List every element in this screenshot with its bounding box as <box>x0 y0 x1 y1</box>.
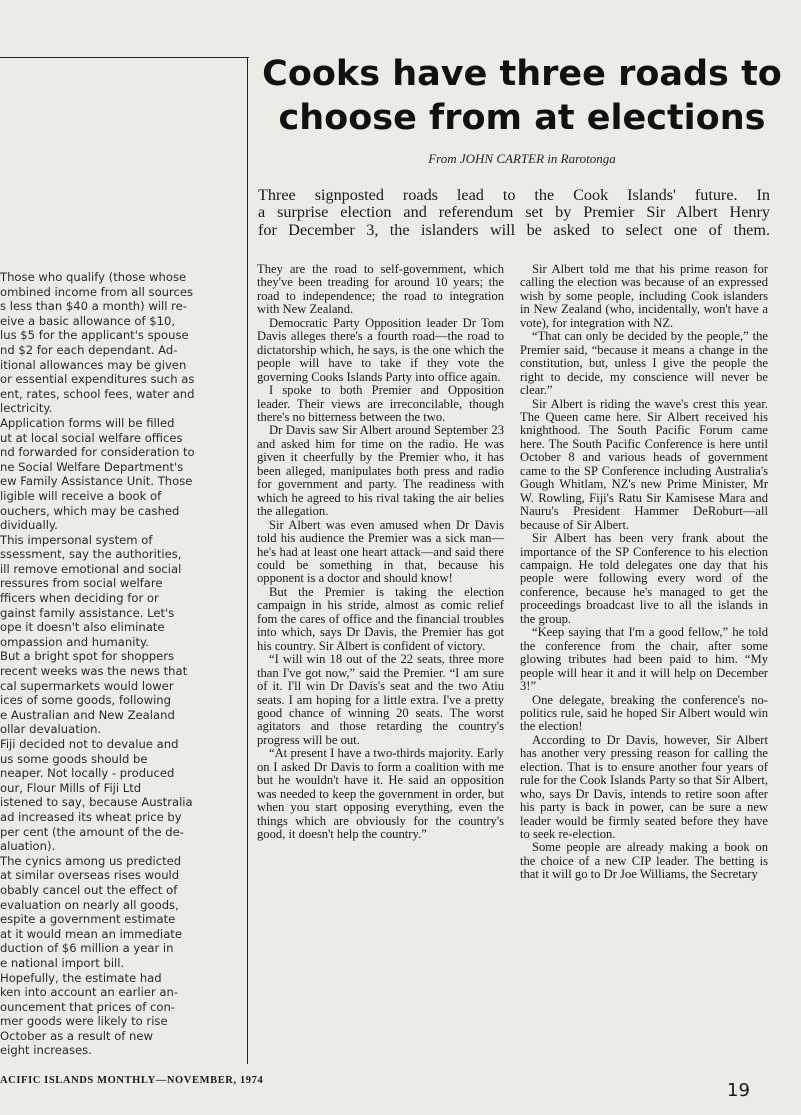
left-column-line: ressures from social welfare <box>0 576 163 591</box>
left-column-line: nd forwarded for consideration to <box>0 445 195 460</box>
left-column-line: ut at local social welfare offices <box>0 430 183 445</box>
left-column-line: The cynics among us predicted <box>0 853 182 868</box>
article-column-2 <box>520 263 768 882</box>
left-column-line: obably cancel out the effect of <box>0 882 178 897</box>
left-column-line: s less than $40 a month) will re- <box>0 299 187 314</box>
left-column-line: us some goods should be <box>0 751 148 766</box>
left-column-line: lus $5 for the applicant's spouse <box>0 328 189 343</box>
left-column-line: mer goods were likely to rise <box>0 1014 168 1029</box>
paragraph: “Keep saying that I'm a good fellow,” he told the conference from the chair, after some glowing tributes had been paid to him. “My people will hear it and it will help on December 3!” <box>520 625 768 694</box>
left-column-line: ices of some goods, following <box>0 693 171 708</box>
paragraph: “That can only be decided by the people,” the Premier said, “because it means a change in the constitution, but, unless I give the people the right to decide, my conscience will never be clear.” <box>520 329 768 398</box>
left-column-line: or essential expenditures such as <box>0 372 195 387</box>
left-column-line: ent, rates, school fees, water and <box>0 386 195 401</box>
left-column-line: espite a government estimate <box>0 912 176 927</box>
left-column-line: lectricity. <box>0 401 53 416</box>
left-column-line: Application forms will be filled <box>0 415 175 430</box>
left-column-line: ew Family Assistance Unit. Those <box>0 474 193 489</box>
intro-line: Three signposted roads lead to the Cook Islands' future. In <box>258 186 770 204</box>
left-column-line: ollar devaluation. <box>0 722 102 737</box>
left-column-line: aluation). <box>0 839 56 854</box>
left-column-line: ope it doesn't also eliminate <box>0 620 165 635</box>
left-column-line: eive a basic allowance of $10, <box>0 313 176 328</box>
paragraph: “At present I have a two-thirds majority. Early on I asked Dr Davis to form a coalition with me but he wouldn't have it. He said an opposition was needed to keep the government in order, but when you start opposing everything, even the things which are obviously for the country's good, it doesn't help the country.” <box>257 746 504 842</box>
left-column-line: gainst family assistance. Let's <box>0 605 175 620</box>
box-rule-vertical <box>247 57 248 1064</box>
box-rule-top <box>0 57 249 58</box>
left-column-line: fficers when deciding for or <box>0 591 159 606</box>
left-column-line: eight increases. <box>0 1043 92 1058</box>
left-column-line: e Australian and New Zealand <box>0 707 175 722</box>
headline <box>258 52 786 140</box>
page-number: 19 <box>727 1080 750 1101</box>
paragraph: They are the road to self-government, which they've been treading for around 10 years; the road to independence; the road to integration with New Zealand. <box>257 262 504 317</box>
headline-line-1: Cooks have three roads to <box>262 54 782 94</box>
left-column-line: itional allowances may be given <box>0 357 187 372</box>
paragraph: One delegate, breaking the conference's no-politics rule, said he hoped Sir Albert would win the election! <box>520 692 768 734</box>
paragraph: Democratic Party Opposition leader Dr Tom Davis alleges there's a fourth road—the road to dictatorship which, he says, is the one which the people will have to take if they vote the governing Cooks Islands Party into office again. <box>257 315 504 384</box>
intro-line: for December 3, the islanders will be asked to select one of them. <box>258 220 770 239</box>
paragraph: Some people are already making a book on the choice of a new CIP leader. The betting is that it will go to Dr Joe Williams, the Secretary <box>520 840 768 882</box>
left-column-line: per cent (the amount of the de- <box>0 824 184 839</box>
left-column-line: ssessment, say the authorities, <box>0 547 182 562</box>
paragraph: I spoke to both Premier and Opposition leader. Their views are irreconcilable, though there's no bitterness between the two. <box>257 383 504 424</box>
paragraph: Sir Albert told me that his prime reason for calling the election was because of an expressed wish by some people, including Cook islanders in New Zealand (who, incidentally, won't have a vote), for integration with NZ. <box>520 262 768 330</box>
left-column-line: e national import bill. <box>0 955 125 970</box>
left-column-line: neaper. Not locally - produced <box>0 766 175 781</box>
left-column-line: ad increased its wheat price by <box>0 809 182 824</box>
left-column-line: evaluation on nearly all goods, <box>0 897 179 912</box>
left-column-line: recent weeks was the news that <box>0 664 188 679</box>
left-column-line: ken into account an earlier an- <box>0 985 179 1000</box>
left-column-line: our, Flour Mills of Fiji Ltd <box>0 780 142 795</box>
left-column-line: ligible will receive a book of <box>0 488 162 503</box>
left-column-line: ompassion and humanity. <box>0 634 149 649</box>
paragraph: Sir Albert was even amused when Dr Davis told his audience the Premier was a sick man—he's had at least one heart attack—and said there could be something in that, because his opponent is a doctor and should know! <box>257 517 504 586</box>
paragraph: Sir Albert has been very frank about the importance of the SP Conference to his election campaign. He told delegates one day that his people were following every word of the conference, because he's managed to get the proceedings broadcast live to all the islands in the group. <box>520 531 768 626</box>
headline-line-2: choose from at elections <box>278 98 766 138</box>
byline: From JOHN CARTER in Rarotonga <box>428 151 616 166</box>
left-column-line: This impersonal system of <box>0 532 153 547</box>
left-column-line: ouchers, which may be cashed <box>0 503 180 518</box>
left-column-line: Hopefully, the estimate had <box>0 970 162 985</box>
intro-line: a surprise election and referendum set by Premier Sir Albert Henry <box>258 203 770 222</box>
paragraph: Dr Davis saw Sir Albert around September 23 and asked him for time on the radio. He was given it cheerfully by the Premier who, it has been alleged, manipulates both press and radio for government and party. The readiness with which he agreed to his rival taking the air belies the allegation. <box>257 423 504 519</box>
paragraph: “I will win 18 out of the 22 seats, three more than I've got now,” said the Premier. “I am sure of it. I'll win Dr Davis's seat and the two Atiu seats. I am hoping for a little extra. I've a pretty good chance of winning 20 seats. The worst agitators and those retarding the country's progress will be out. <box>257 652 504 747</box>
left-column-line: Those who qualify (those whose <box>0 270 187 284</box>
intro-paragraph <box>258 187 770 239</box>
left-column-line: istened to say, because Australia <box>0 795 193 810</box>
article-column-1 <box>257 263 504 841</box>
left-column-cutoff <box>0 270 218 1058</box>
left-column-line: cal supermarkets would lower <box>0 678 174 693</box>
paragraph: But the Premier is taking the election campaign in his stride, almost as comic relief fom the cares of office and the financial troubles into which, says Dr Davis, the Premier has got his country. Sir Albert is confident of victory. <box>257 584 504 653</box>
paragraph: According to Dr Davis, however, Sir Albert has another very pressing reason for calling the election. That is to ensure another four years of rule for the Cook Islands Party so that Sir Albert, who, says Dr Davis, intends to retire soon after his party is back in power, can be sure a new leader would be firmly seated before they have to seek re-election. <box>520 732 768 842</box>
footer-publication: ACIFIC ISLANDS MONTHLY—NOVEMBER, 1974 <box>0 1075 264 1086</box>
paragraph: Sir Albert is riding the wave's crest this year. The Queen came here. Sir Albert received his knighthood. The South Pacific Forum came here. The South Pacific Conference is here until October 8 and various heads of government came to the SP Conference including Australia's Gough Whitlam, NZ's new Prime Minister, Mr W. Rowling, Fiji's Ratu Sir Kamisese Mara and Nauru's President Hammer DeRoburt—all because of Sir Albert. <box>520 396 768 532</box>
left-column-line: ouncement that prices of con- <box>0 999 175 1014</box>
left-column-line: dividually. <box>0 518 58 533</box>
left-column-line: ombined income from all sources <box>0 284 194 299</box>
left-column-line: But a bright spot for shoppers <box>0 649 175 664</box>
left-column-line: at it would mean an immediate <box>0 926 182 941</box>
left-column-line: nd $2 for each dependant. Ad- <box>0 342 178 357</box>
left-column-line: ill remove emotional and social <box>0 561 182 576</box>
left-column-line: at similar overseas rises would <box>0 868 180 883</box>
left-column-line: October as a result of new <box>0 1028 154 1043</box>
left-column-line: Fiji decided not to devalue and <box>0 737 179 751</box>
left-column-line: duction of $6 million a year in <box>0 941 174 956</box>
left-column-line: ne Social Welfare Department's <box>0 459 184 474</box>
